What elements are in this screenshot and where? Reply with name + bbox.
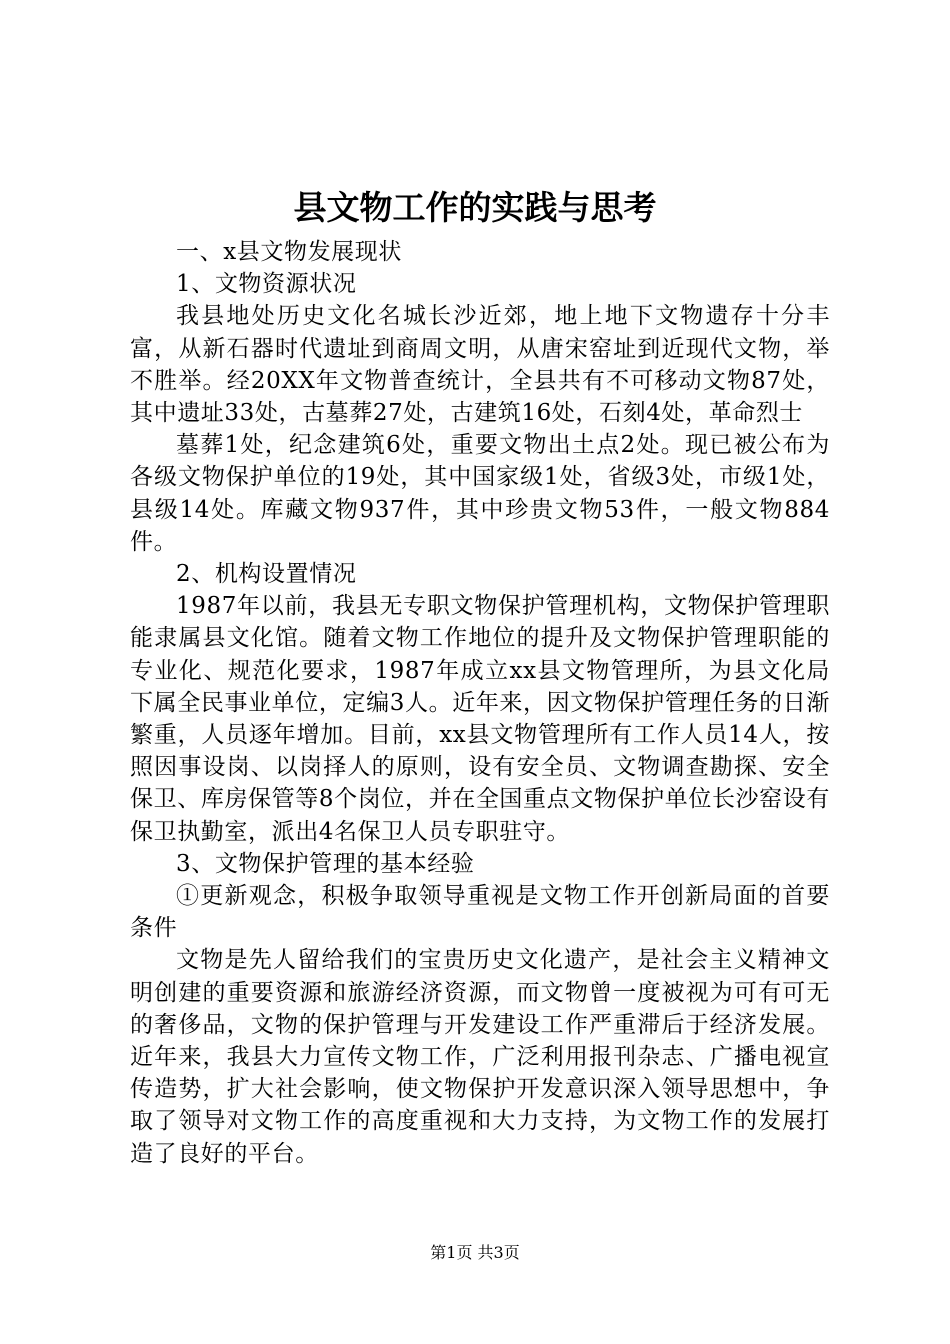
subsection-heading: 3、文物保护管理的基本经验 [176, 850, 475, 877]
section-heading: 一、x县文物发展现状 [176, 239, 402, 265]
page-footer: 第1页 共3页 [430, 1243, 520, 1262]
body-paragraph: 墓葬1处，纪念建筑6处，重要文物出土点2处。现已被公布为各级文物保护单位的19处，其中国家级1处，省级3处，市级1处，县级14处。库藏文物937件，其中珍贵文物53件，一般文物884件。 [130, 432, 830, 555]
body-paragraph: 1987年以前，我县无专职文物保护管理机构，文物保护管理职能隶属县文化馆。随着文物工作地位的提升及文物保护管理职能的专业化、规范化要求，1987年成立xx县文物管理所，为县文化局下属全民事业单位，定编3人。近年来，因文物保护管理任务的日渐繁重，人员逐年增加。目前，xx县文物管理所有工作人员14人，按照因事设岗、以岗择人的原则，设有安全员、文物调查勘探、安全保卫、库房保管等8个岗位，并在全国重点文物保护单位长沙窑设有保卫执勤室，派出4名保卫人员专职驻守。 [130, 593, 830, 845]
subsection-heading: 1、文物资源状况 [176, 271, 357, 298]
body-paragraph: 我县地处历史文化名城长沙近郊，地上地下文物遗存十分丰富，从新石器时代遗址到商周文明，从唐宋窑址到近现代文物，举不胜举。经20XX年文物普查统计，全县共有不可移动文物87处，其中遗址33处，古墓葬27处，古建筑16处，石刻4处，革命烈士 [130, 303, 830, 427]
subsection-heading: 2、机构设置情况 [176, 561, 357, 588]
point-heading: ①更新观念，积极争取领导重视是文物工作开创新局面的首要条件 [130, 883, 830, 942]
body-paragraph: 文物是先人留给我们的宝贵历史文化遗产，是社会主义精神文明创建的重要资源和旅游经济资源，而文物曾一度被视为可有可无的奢侈品，文物的保护管理与开发建设工作严重滞后于经济发展。近年来，我县大力宣传文物工作，广泛利用报刊杂志、广播电视宣传造势，扩大社会影响，使文物保护开发意识深入领导思想中，争取了领导对文物工作的高度重视和大力支持，为文物工作的发展打造了良好的平台。 [130, 947, 830, 1167]
document-title: 县文物工作的实践与思考 [293, 188, 657, 227]
document-body [130, 236, 830, 1170]
